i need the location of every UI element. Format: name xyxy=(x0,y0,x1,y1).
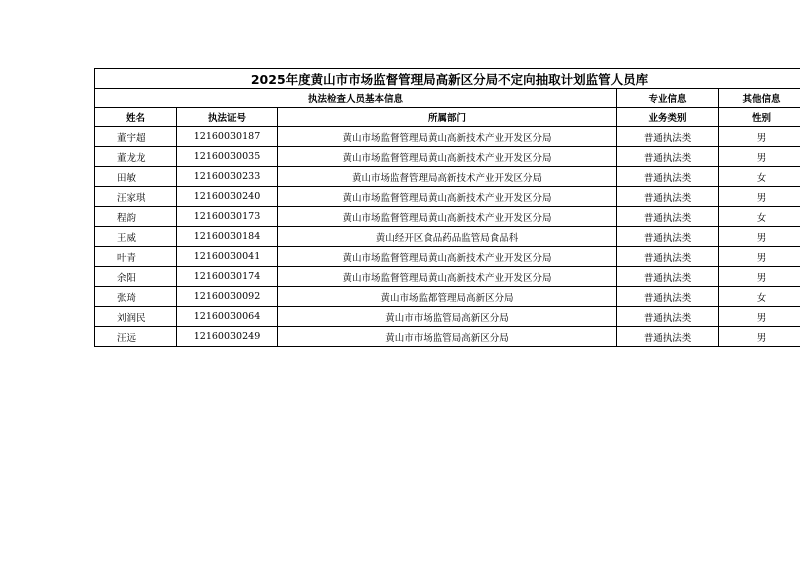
cell-name: 刘润民 xyxy=(95,307,177,327)
cell-department: 黄山市市场监管局高新区分局 xyxy=(278,327,617,347)
table-row xyxy=(95,267,800,287)
table-row xyxy=(95,187,800,207)
cell-gender: 男 xyxy=(719,147,800,167)
column-header-cert-no: 执法证号 xyxy=(177,108,278,127)
cell-cert-no: 12160030174 xyxy=(177,267,278,287)
group-header-row xyxy=(95,89,800,108)
table-row xyxy=(95,207,800,227)
group-header-other-info: 其他信息 xyxy=(719,89,800,108)
cell-category: 普通执法类 xyxy=(617,147,719,167)
cell-department: 黄山市场监督管理局黄山高新技术产业开发区分局 xyxy=(278,147,617,167)
cell-gender: 女 xyxy=(719,207,800,227)
cell-cert-no: 12160030184 xyxy=(177,227,278,247)
table-row xyxy=(95,307,800,327)
column-header-gender: 性别 xyxy=(719,108,800,127)
cell-name: 王威 xyxy=(95,227,177,247)
cell-gender: 女 xyxy=(719,167,800,187)
cell-category: 普通执法类 xyxy=(617,227,719,247)
cell-category: 普通执法类 xyxy=(617,287,719,307)
cell-department: 黄山市市场监管局高新区分局 xyxy=(278,307,617,327)
cell-name: 汪家琪 xyxy=(95,187,177,207)
table-row xyxy=(95,247,800,267)
cell-cert-no: 12160030064 xyxy=(177,307,278,327)
cell-gender: 男 xyxy=(719,187,800,207)
cell-name: 余阳 xyxy=(95,267,177,287)
cell-name: 董龙龙 xyxy=(95,147,177,167)
column-header-department: 所属部门 xyxy=(278,108,617,127)
cell-category: 普通执法类 xyxy=(617,127,719,147)
cell-department: 黄山经开区食品药品监管局食品科 xyxy=(278,227,617,247)
cell-department: 黄山市场监督管理局黄山高新技术产业开发区分局 xyxy=(278,127,617,147)
table-row xyxy=(95,327,800,347)
cell-gender: 女 xyxy=(719,287,800,307)
staff-table xyxy=(94,68,800,347)
cell-category: 普通执法类 xyxy=(617,207,719,227)
table-row xyxy=(95,167,800,187)
column-header-row xyxy=(95,108,800,127)
cell-gender: 男 xyxy=(719,247,800,267)
group-header-basic-info: 执法检查人员基本信息 xyxy=(95,89,617,108)
group-header-specialty-info: 专业信息 xyxy=(617,89,719,108)
cell-department: 黄山市场监都管理局高新区分局 xyxy=(278,287,617,307)
column-header-name: 姓名 xyxy=(95,108,177,127)
cell-gender: 男 xyxy=(719,327,800,347)
cell-department: 黄山市场监督管理局黄山高新技术产业开发区分局 xyxy=(278,207,617,227)
title-row xyxy=(95,69,800,89)
cell-cert-no: 12160030187 xyxy=(177,127,278,147)
cell-name: 张琦 xyxy=(95,287,177,307)
cell-department: 黄山市场监督管理局黄山高新技术产业开发区分局 xyxy=(278,187,617,207)
cell-name: 程韵 xyxy=(95,207,177,227)
cell-cert-no: 12160030041 xyxy=(177,247,278,267)
cell-cert-no: 12160030173 xyxy=(177,207,278,227)
cell-gender: 男 xyxy=(719,307,800,327)
cell-category: 普通执法类 xyxy=(617,327,719,347)
cell-cert-no: 12160030233 xyxy=(177,167,278,187)
table-title: 2025年度黄山市市场监督管理局高新区分局不定向抽取计划监管人员库 xyxy=(95,69,800,89)
cell-category: 普通执法类 xyxy=(617,267,719,287)
cell-gender: 男 xyxy=(719,127,800,147)
cell-cert-no: 12160030035 xyxy=(177,147,278,167)
cell-category: 普通执法类 xyxy=(617,307,719,327)
cell-department: 黄山市场监督管理局黄山高新技术产业开发区分局 xyxy=(278,247,617,267)
cell-category: 普通执法类 xyxy=(617,247,719,267)
table-row xyxy=(95,127,800,147)
cell-gender: 男 xyxy=(719,267,800,287)
cell-cert-no: 12160030092 xyxy=(177,287,278,307)
cell-name: 汪远 xyxy=(95,327,177,347)
cell-cert-no: 12160030249 xyxy=(177,327,278,347)
column-header-category: 业务类别 xyxy=(617,108,719,127)
cell-category: 普通执法类 xyxy=(617,187,719,207)
cell-name: 田敏 xyxy=(95,167,177,187)
cell-cert-no: 12160030240 xyxy=(177,187,278,207)
table-row xyxy=(95,147,800,167)
cell-department: 黄山市场监督管理局黄山高新技术产业开发区分局 xyxy=(278,267,617,287)
cell-name: 叶青 xyxy=(95,247,177,267)
table-row xyxy=(95,227,800,247)
cell-department: 黄山市场监督管理局高新技术产业开发区分局 xyxy=(278,167,617,187)
cell-category: 普通执法类 xyxy=(617,167,719,187)
cell-name: 董宇超 xyxy=(95,127,177,147)
cell-gender: 男 xyxy=(719,227,800,247)
table-row xyxy=(95,287,800,307)
